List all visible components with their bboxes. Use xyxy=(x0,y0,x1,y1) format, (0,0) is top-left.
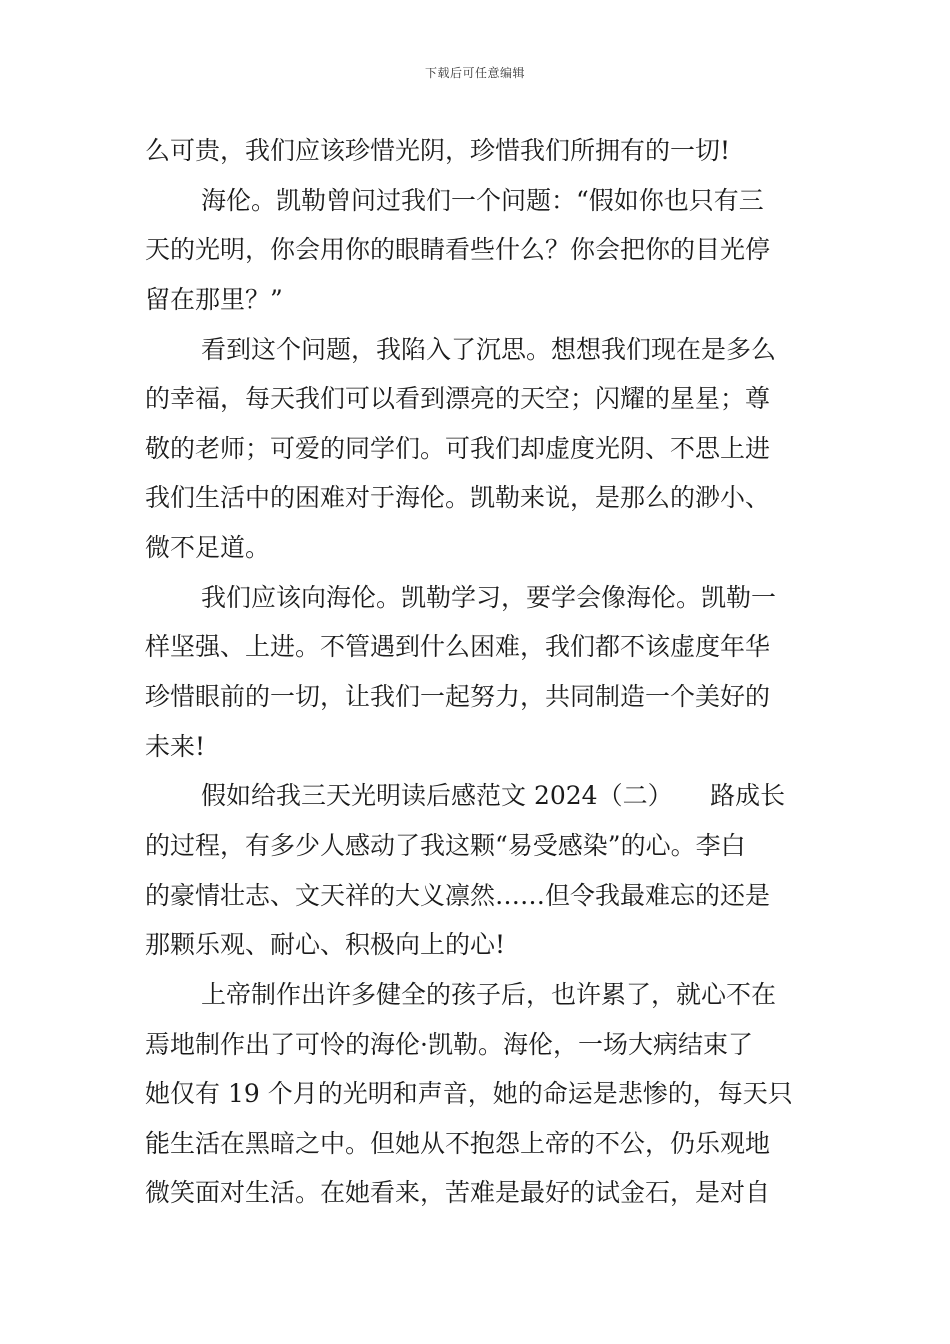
text-line: 样坚强、上进。不管遇到什么困难，我们都不该虚度年华 xyxy=(145,632,771,662)
text-line: 的幸福，每天我们可以看到漂亮的天空；闪耀的星星；尊 xyxy=(145,384,771,414)
text-line: 那颗乐观、耐心、积极向上的心! xyxy=(145,930,506,960)
document-body xyxy=(145,126,807,1218)
page-header: 下载后可任意编辑 xyxy=(424,66,525,80)
text-line: 未来! xyxy=(145,731,206,761)
text-line: 微不足道。 xyxy=(145,533,271,563)
text-line: 能生活在黑暗之中。但她从不抱怨上帝的不公，仍乐观地 xyxy=(145,1128,771,1158)
text-line: 看到这个问题，我陷入了沉思。想想我们现在是多么 xyxy=(201,334,777,364)
text-line: 我们应该向海伦。凯勒学习，要学会像海伦。凯勒一 xyxy=(201,582,777,612)
text-line: 上帝制作出许多健全的孩子后，也许累了，就心不在 xyxy=(201,979,777,1009)
text-line: 的过程，有多少人感动了我这颗“易受感染”的心。李白 xyxy=(145,830,746,860)
text-line: 天的光明，你会用你的眼睛看些什么？你会把你的目光停 xyxy=(145,235,771,265)
text-line: 海伦。凯勒曾问过我们一个问题：“假如你也只有三 xyxy=(201,185,764,215)
text-line: 我们生活中的困难对于海伦。凯勒来说，是那么的渺小、 xyxy=(145,483,771,513)
text-line: 的豪情壮志、文天祥的大义凛然……但令我最难忘的还是 xyxy=(145,880,771,910)
text-line: 微笑面对生活。在她看来，苦难是最好的试金石，是对自 xyxy=(145,1178,771,1208)
text-line: 焉地制作出了可怜的海伦·凯勒。海伦，一场大病结束了 xyxy=(145,1029,753,1059)
text-line: 敬的老师；可爱的同学们。可我们却虚度光阴、不思上进 xyxy=(145,433,771,463)
text-line: 假如给我三天光明读后感范文 2024（二） 路成长 xyxy=(201,781,786,811)
text-line: 留在那里？” xyxy=(145,284,283,314)
text-line: 珍惜眼前的一切，让我们一起努力，共同制造一个美好的 xyxy=(145,682,771,712)
text-line: 她仅有 19 个月的光明和声音，她的命运是悲惨的，每天只 xyxy=(145,1079,793,1109)
text-line: 么可贵，我们应该珍惜光阴，珍惜我们所拥有的一切! xyxy=(145,136,731,165)
